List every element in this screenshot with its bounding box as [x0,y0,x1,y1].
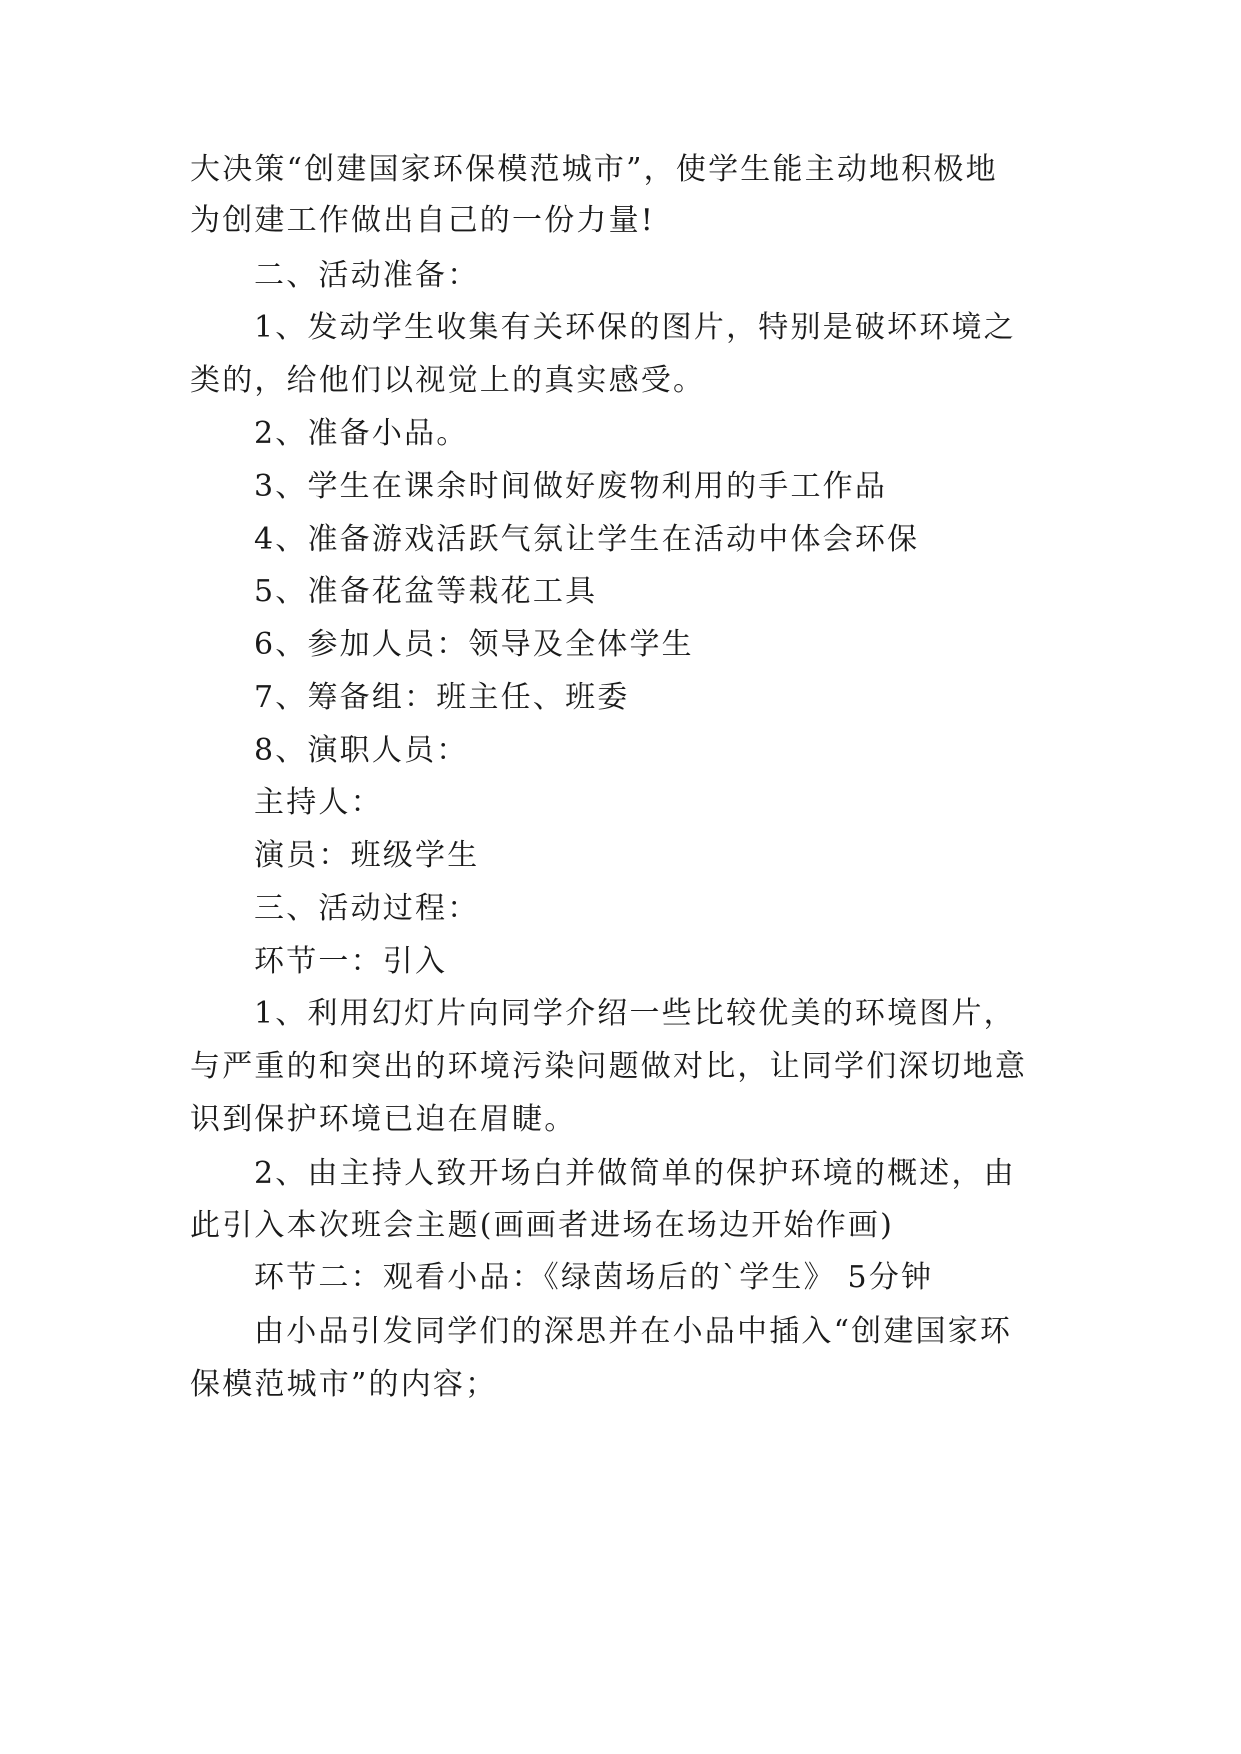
text-line: 主持人： [254,785,383,820]
text-line: 保模范城市”的内容； [190,1367,498,1402]
text-line: 大决策“创建国家环保模范城市”，使学生能主动地积极地 [190,152,998,187]
text-line: 演员：班级学生 [254,838,480,873]
text-line: 为创建工作做出自己的一份力量! [190,203,656,238]
text-line: 8、演职人员： [254,733,469,768]
text-line: 由小品引发同学们的深思并在小品中插入“创建国家环 [254,1314,1013,1349]
section-heading: 三、活动过程： [254,891,480,926]
text-line: 与严重的和突出的环境污染问题做对比，让同学们深切地意 [190,1049,1028,1084]
subsection-heading: 环节一：引入 [254,944,448,979]
text-line: 类的，给他们以视觉上的真实感受。 [190,363,706,398]
subsection-heading: 环节二：观看小品：《绿茵场后的`学生》 5分钟 [254,1260,934,1295]
text-line: 6、参加人员：领导及全体学生 [254,627,694,662]
text-line: 2、由主持人致开场白并做简单的保护环境的概述，由 [254,1156,1016,1191]
text-line: 3、学生在课余时间做好废物利用的手工作品 [254,469,888,504]
text-line: 5、准备花盆等栽花工具 [254,574,598,609]
text-line: 1、发动学生收集有关环保的图片，特别是破坏环境之 [254,310,1016,345]
text-line: 7、筹备组：班主任、班委 [254,680,630,715]
text-line: 此引入本次班会主题(画画者进场在场边开始作画) [190,1208,895,1243]
text-line: 2、准备小品。 [254,416,469,451]
text-line: 1、利用幻灯片向同学介绍一些比较优美的环境图片， [254,996,1016,1031]
text-line: 识到保护环境已迫在眉睫。 [190,1102,577,1137]
section-heading: 二、活动准备： [254,258,480,293]
text-line: 4、准备游戏活跃气氛让学生在活动中体会环保 [254,522,920,557]
